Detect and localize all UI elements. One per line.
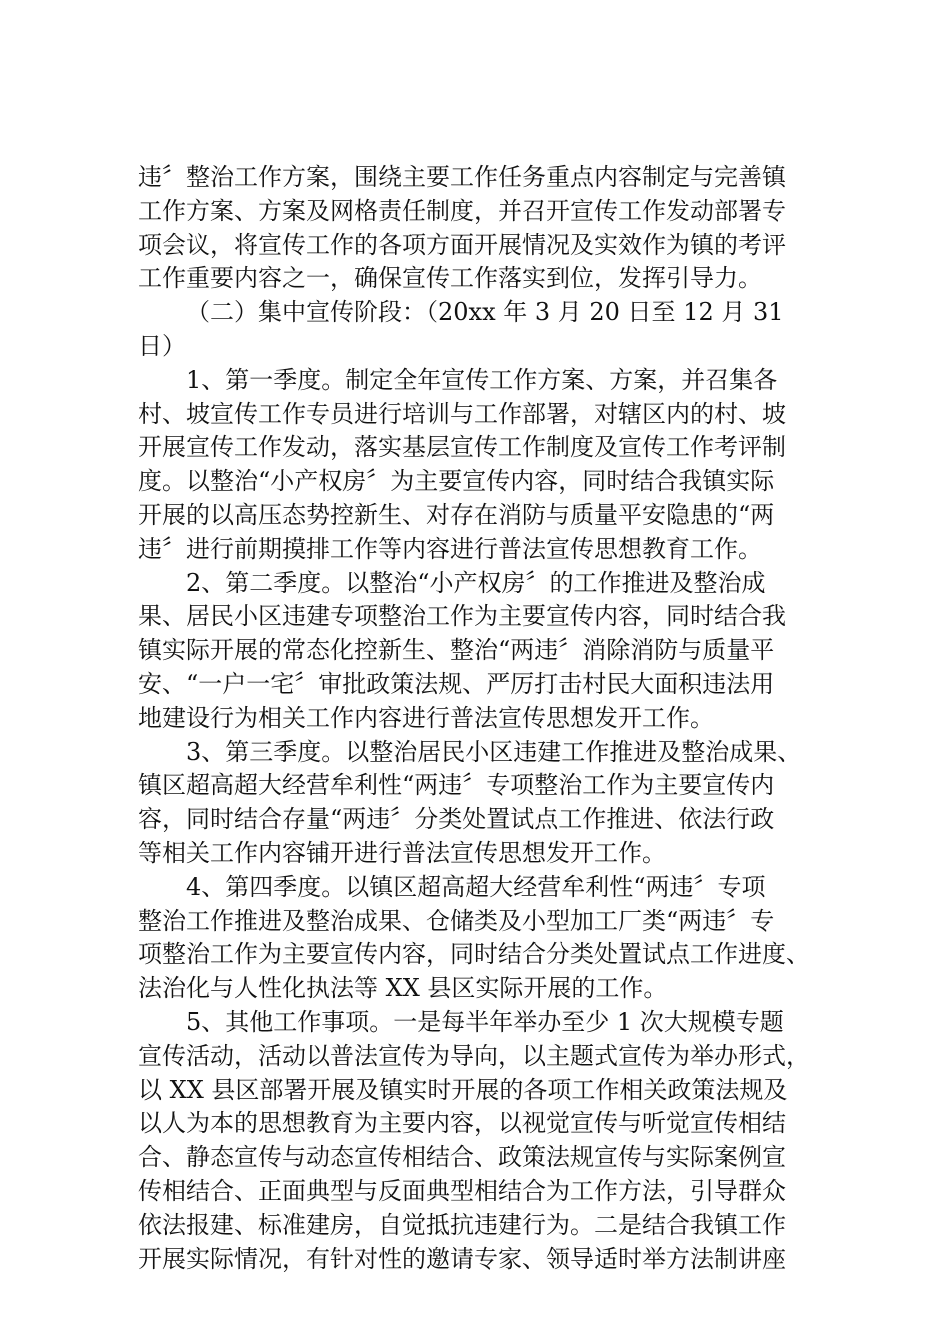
text-line: 开展实际情况，有针对性的邀请专家、领导适时举方法制讲座	[138, 1244, 786, 1273]
text-line: 安、“一户一宅〞审批政策法规、严厉打击村民大面积违法用	[138, 669, 775, 698]
text-line: 违〞整治工作方案，围绕主要工作任务重点内容制定与完善镇	[138, 163, 786, 191]
text-line: 整治工作推进及整治成果、仓储类及小型加工厂类“两违〞专	[138, 906, 775, 935]
text-line: 项会议，将宣传工作的各项方面开展情况及实效作为镇的考评	[138, 230, 786, 259]
text-line: 传相结合、正面典型与反面典型相结合为工作方法，引导群众	[138, 1176, 786, 1205]
text-line: 容，同时结合存量“两违〞分类处置试点工作推进、依法行政	[138, 805, 775, 834]
paragraph-start: 1、第一季度。制定全年宣传工作方案、方案，并召集各	[186, 365, 778, 394]
text-line: 日）	[138, 331, 186, 360]
text-line: 开展宣传工作发动，落实基层宣传工作制度及宣传工作考评制	[138, 433, 786, 462]
section-heading: （二）集中宣传阶段：（20xx 年 3 月 20 日至 12 月 31	[186, 298, 784, 327]
text-line: 宣传活动，活动以普法宣传为导向，以主题式宣传为举办形式，	[138, 1041, 810, 1070]
text-line: 以 XX 县区部署开展及镇实时开展的各项工作相关政策法规及	[138, 1075, 788, 1104]
paragraph-start: 3、第三季度。以整治居民小区违建工作推进及整治成果、	[186, 737, 802, 766]
text-line: 村、坡宣传工作专员进行培训与工作部署，对辖区内的村、坡	[138, 399, 786, 428]
text-line: 等相关工作内容铺开进行普法宣传思想发开工作。	[138, 838, 666, 867]
text-line: 地建设行为相关工作内容进行普法宣传思想发开工作。	[138, 703, 714, 732]
text-line: 合、静态宣传与动态宣传相结合、政策法规宣传与实际案例宣	[138, 1143, 786, 1172]
text-line: 镇区超高超大经营牟利性“两违〞专项整治工作为主要宣传内	[138, 771, 775, 800]
text-line: 工作方案、方案及网格责任制度，并召开宣传工作发动部署专	[138, 196, 786, 225]
text-line: 依法报建、标准建房，自觉抵抗违建行为。二是结合我镇工作	[138, 1210, 786, 1239]
paragraph-start: 4、第四季度。以镇区超高超大经营牟利性“两违〞专项	[186, 872, 766, 901]
text-line: 法治化与人性化执法等 XX 县区实际开展的工作。	[138, 974, 668, 1003]
text-line: 违〞进行前期摸排工作等内容进行普法宣传思想教育工作。	[138, 534, 762, 563]
text-line: 项整治工作为主要宣传内容，同时结合分类处置试点工作进度、	[138, 940, 810, 969]
text-line: 镇实际开展的常态化控新生、整治“两违〞消除消防与质量平	[138, 636, 775, 665]
text-line: 度。以整治“小产权房〞为主要宣传内容，同时结合我镇实际	[138, 467, 775, 496]
paragraph-start: 2、第二季度。以整治“小产权房〞的工作推进及整治成	[186, 568, 766, 597]
paragraph-start: 5、其他工作事项。一是每半年举办至少 1 次大规模专题	[186, 1007, 784, 1036]
text-line: 工作重要内容之一，确保宣传工作落实到位，发挥引导力。	[138, 264, 762, 293]
document-body	[138, 161, 838, 1276]
text-line: 以人为本的思想教育为主要内容，以视觉宣传与听觉宣传相结	[138, 1109, 786, 1138]
text-line: 开展的以高压态势控新生、对存在消防与质量平安隐患的“两	[138, 500, 775, 529]
text-line: 果、居民小区违建专项整治工作为主要宣传内容，同时结合我	[138, 602, 786, 631]
